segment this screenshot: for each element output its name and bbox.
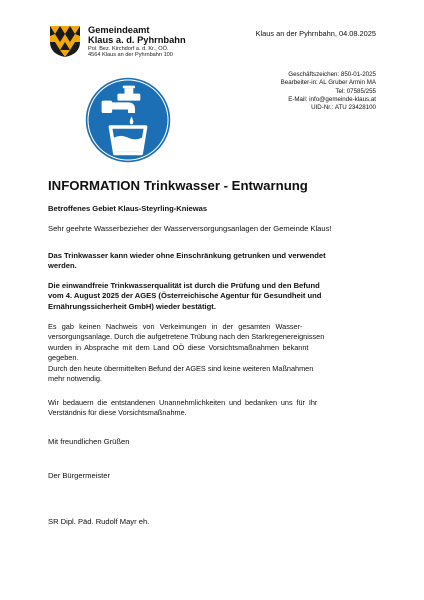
affected-area: Betroffenes Gebiet Klaus-Steyrling-Kniewas bbox=[48, 204, 208, 213]
org-address: 4564 Klaus an der Pyhrnbahn 100 bbox=[88, 52, 173, 59]
notice-para-2-line: Ernährungssicherheit GmbH) wieder bestätigt. bbox=[48, 301, 216, 311]
phone: Tel: 07585/255 bbox=[335, 87, 376, 95]
notice-para-2-line: Die einwandfreie Trinkwasserqualität ist durch die Prüfung und den Befund bbox=[48, 281, 320, 290]
notice-para-1-line: werden. bbox=[48, 261, 77, 271]
body-para-2 bbox=[48, 398, 378, 419]
signer-role: Der Bürgermeister bbox=[48, 471, 111, 480]
closing: Mit freundlichen Grüßen bbox=[48, 437, 130, 446]
handler: Bearbeiter-in: AL Gruber Armin MA bbox=[280, 79, 376, 87]
salutation: Sehr geehrte Wasserbezieher der Wasserversorgungsanlagen der Gemeinde Klaus! bbox=[48, 224, 332, 233]
notice-para-1 bbox=[48, 251, 378, 272]
page-title: INFORMATION Trinkwasser - Entwarnung bbox=[48, 178, 308, 193]
letterhead-org bbox=[88, 26, 186, 59]
body-para-1-line: wurden in Absprache mit dem Land OÖ diese Vorsichtsmaßnahmen bekannt bbox=[48, 342, 309, 352]
notice-para-2-line: vom 4. August 2025 der AGES (Österreichische Agentur für Gesundheit und bbox=[48, 291, 322, 301]
drinking-water-icon bbox=[84, 76, 172, 164]
notice-para-1-line: Das Trinkwasser kann wieder ohne Einschränkung getrunken und verwendet bbox=[48, 251, 326, 260]
body-para-1-line: gegeben. bbox=[48, 353, 79, 363]
signer-name: SR Dipl. Päd. Rudolf Mayr eh. bbox=[48, 517, 150, 526]
org-name-line2: Klaus a. d. Pyhrnbahn bbox=[88, 35, 186, 46]
body-para-1-line: Es gab keinen Nachweis von Verkeimungen in der gesamten Wasser- bbox=[48, 322, 303, 331]
org-district: Pol. Bez. Kirchdorf a. d. Kr., OÖ. bbox=[88, 45, 169, 52]
org-name-line1: Gemeindeamt bbox=[88, 25, 150, 35]
vat-number: UID-Nr.: ATU 23428100 bbox=[311, 104, 376, 112]
body-para-2-line: Wir bedauern die entstandenen Unannehmlichkeiten und bedanken uns für Ihr bbox=[48, 398, 318, 407]
body-para-1-line: Durch den heute übermittelten Befund der AGES sind keine weiteren Maßnahmen bbox=[48, 363, 314, 373]
reference-block bbox=[281, 71, 376, 112]
body-para-1-line: versorgungsanlage. Durch die aufgetretene Trübung nach den Starkregenereignissen bbox=[48, 332, 325, 342]
place-date: Klaus an der Pyhrnbahn, 04.08.2025 bbox=[255, 29, 376, 38]
municipality-crest-icon bbox=[48, 24, 82, 58]
body-para-1 bbox=[48, 322, 378, 384]
file-number: Geschäftszeichen: 850-01-2025 bbox=[288, 71, 376, 78]
body-para-1-line: mehr notwendig. bbox=[48, 374, 102, 384]
body-para-2-line: Verständnis für diese Vorsichtsmaßnahme. bbox=[48, 408, 187, 418]
notice-para-2 bbox=[48, 281, 378, 312]
email[interactable]: E-Mail: info@gemeinde-klaus.at bbox=[288, 95, 376, 103]
